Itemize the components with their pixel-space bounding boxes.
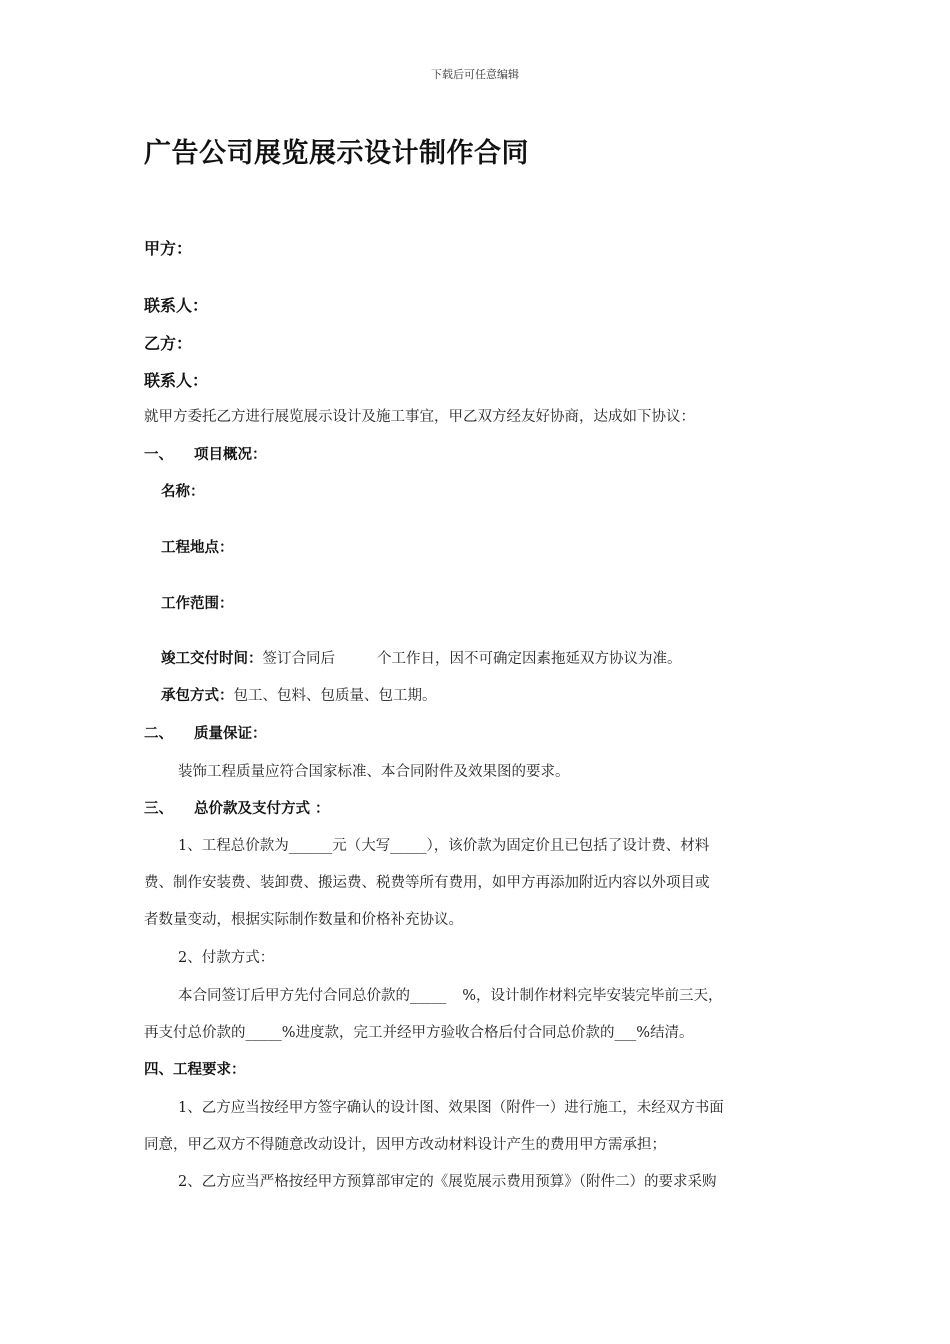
payment-paragraph-line-1 [178, 984, 723, 1005]
payment-text-c: 再支付总价款的 [144, 1025, 246, 1041]
payment-paragraph-line-2 [144, 1021, 694, 1042]
payment-progress-percent-blank: _____% [245, 1025, 296, 1041]
header-note: 下载后可任意编辑 [431, 68, 519, 81]
price-text-b: 元（大写 [332, 838, 391, 854]
project-name-label: 名称： [161, 484, 205, 500]
intro-paragraph: 就甲方委托乙方进行展览展示设计及施工事宜，甲乙双方经友好协商，达成如下协议： [144, 409, 695, 425]
section-2-number: 二、 [144, 726, 173, 742]
payment-first-percent-blank: _____ [410, 988, 447, 1004]
party-b-label: 乙方： [144, 334, 193, 353]
delivery-time-label: 竣工交付时间： [161, 651, 263, 667]
delivery-time-text-a: 签订合同后 [262, 651, 335, 667]
project-location-label: 工程地点： [161, 540, 234, 556]
contract-type-label: 承包方式： [161, 688, 234, 704]
requirement-1-line-1: 1、乙方应当按经甲方签字确认的设计图、效果图（附件一）进行施工，未经双方书面 [178, 1100, 724, 1116]
price-paragraph-line-1 [178, 834, 709, 855]
delivery-time-text-b: 个工作日，因不可确定因素拖延双方协议为准。 [377, 651, 682, 667]
section-1-title: 项目概况： [194, 447, 267, 463]
work-scope-label: 工作范围： [161, 596, 234, 612]
contract-type-text: 包工、包料、包质量、包工期。 [233, 688, 437, 704]
payment-text-d: 进度款，完工并经甲方验收合格后付合同总价款的 [295, 1025, 615, 1041]
contract-type-line [161, 684, 437, 705]
section-3-heading [144, 797, 330, 818]
price-amount-blank: ______ [288, 838, 333, 854]
price-text-a: 1、工程总价款为 [178, 838, 289, 854]
price-paragraph-line-3: 者数量变动，根据实际制作数量和价格补充协议。 [144, 912, 463, 928]
quality-paragraph: 装饰工程质量应符合国家标准、本合同附件及效果图的要求。 [178, 764, 570, 780]
contact-b-label: 联系人： [144, 371, 209, 390]
section-3-number: 三、 [144, 801, 173, 817]
contact-a-label: 联系人： [144, 296, 209, 315]
section-2-title: 质量保证： [194, 726, 267, 742]
section-3-title: 总价款及支付方式 ： [194, 801, 330, 817]
payment-text-b: %，设计制作材料完毕安装完毕前三天， [462, 988, 723, 1004]
payment-final-percent-blank: ___% [614, 1025, 651, 1041]
section-4-heading: 四、工程要求： [144, 1062, 246, 1078]
section-1-number: 一、 [144, 447, 173, 463]
section-2-heading [144, 722, 267, 743]
payment-text-a: 本合同签订后甲方先付合同总价款的 [178, 988, 410, 1004]
section-1-heading [144, 443, 267, 464]
price-capital-blank: _____ [390, 838, 427, 854]
payment-method-label: 2、付款方式： [178, 950, 275, 966]
document-title: 广告公司展览展示设计制作合同 [144, 138, 529, 169]
requirement-2-line-1: 2、乙方应当严格按经甲方预算部审定的《展览展示费用预算》（附件二）的要求采购 [178, 1174, 717, 1190]
payment-text-e: 结清。 [650, 1025, 694, 1041]
party-a-label: 甲方： [144, 239, 193, 258]
delivery-time-line [161, 647, 682, 668]
requirement-1-line-2: 同意，甲乙双方不得随意改动设计，因甲方改动材料设计产生的费用甲方需承担； [144, 1137, 666, 1153]
price-text-c: ），该价款为固定价且已包括了设计费、材料 [426, 838, 710, 854]
price-paragraph-line-2: 费、制作安装费、装卸费、搬运费、税费等所有费用，如甲方再添加附近内容以外项目或 [144, 875, 710, 891]
